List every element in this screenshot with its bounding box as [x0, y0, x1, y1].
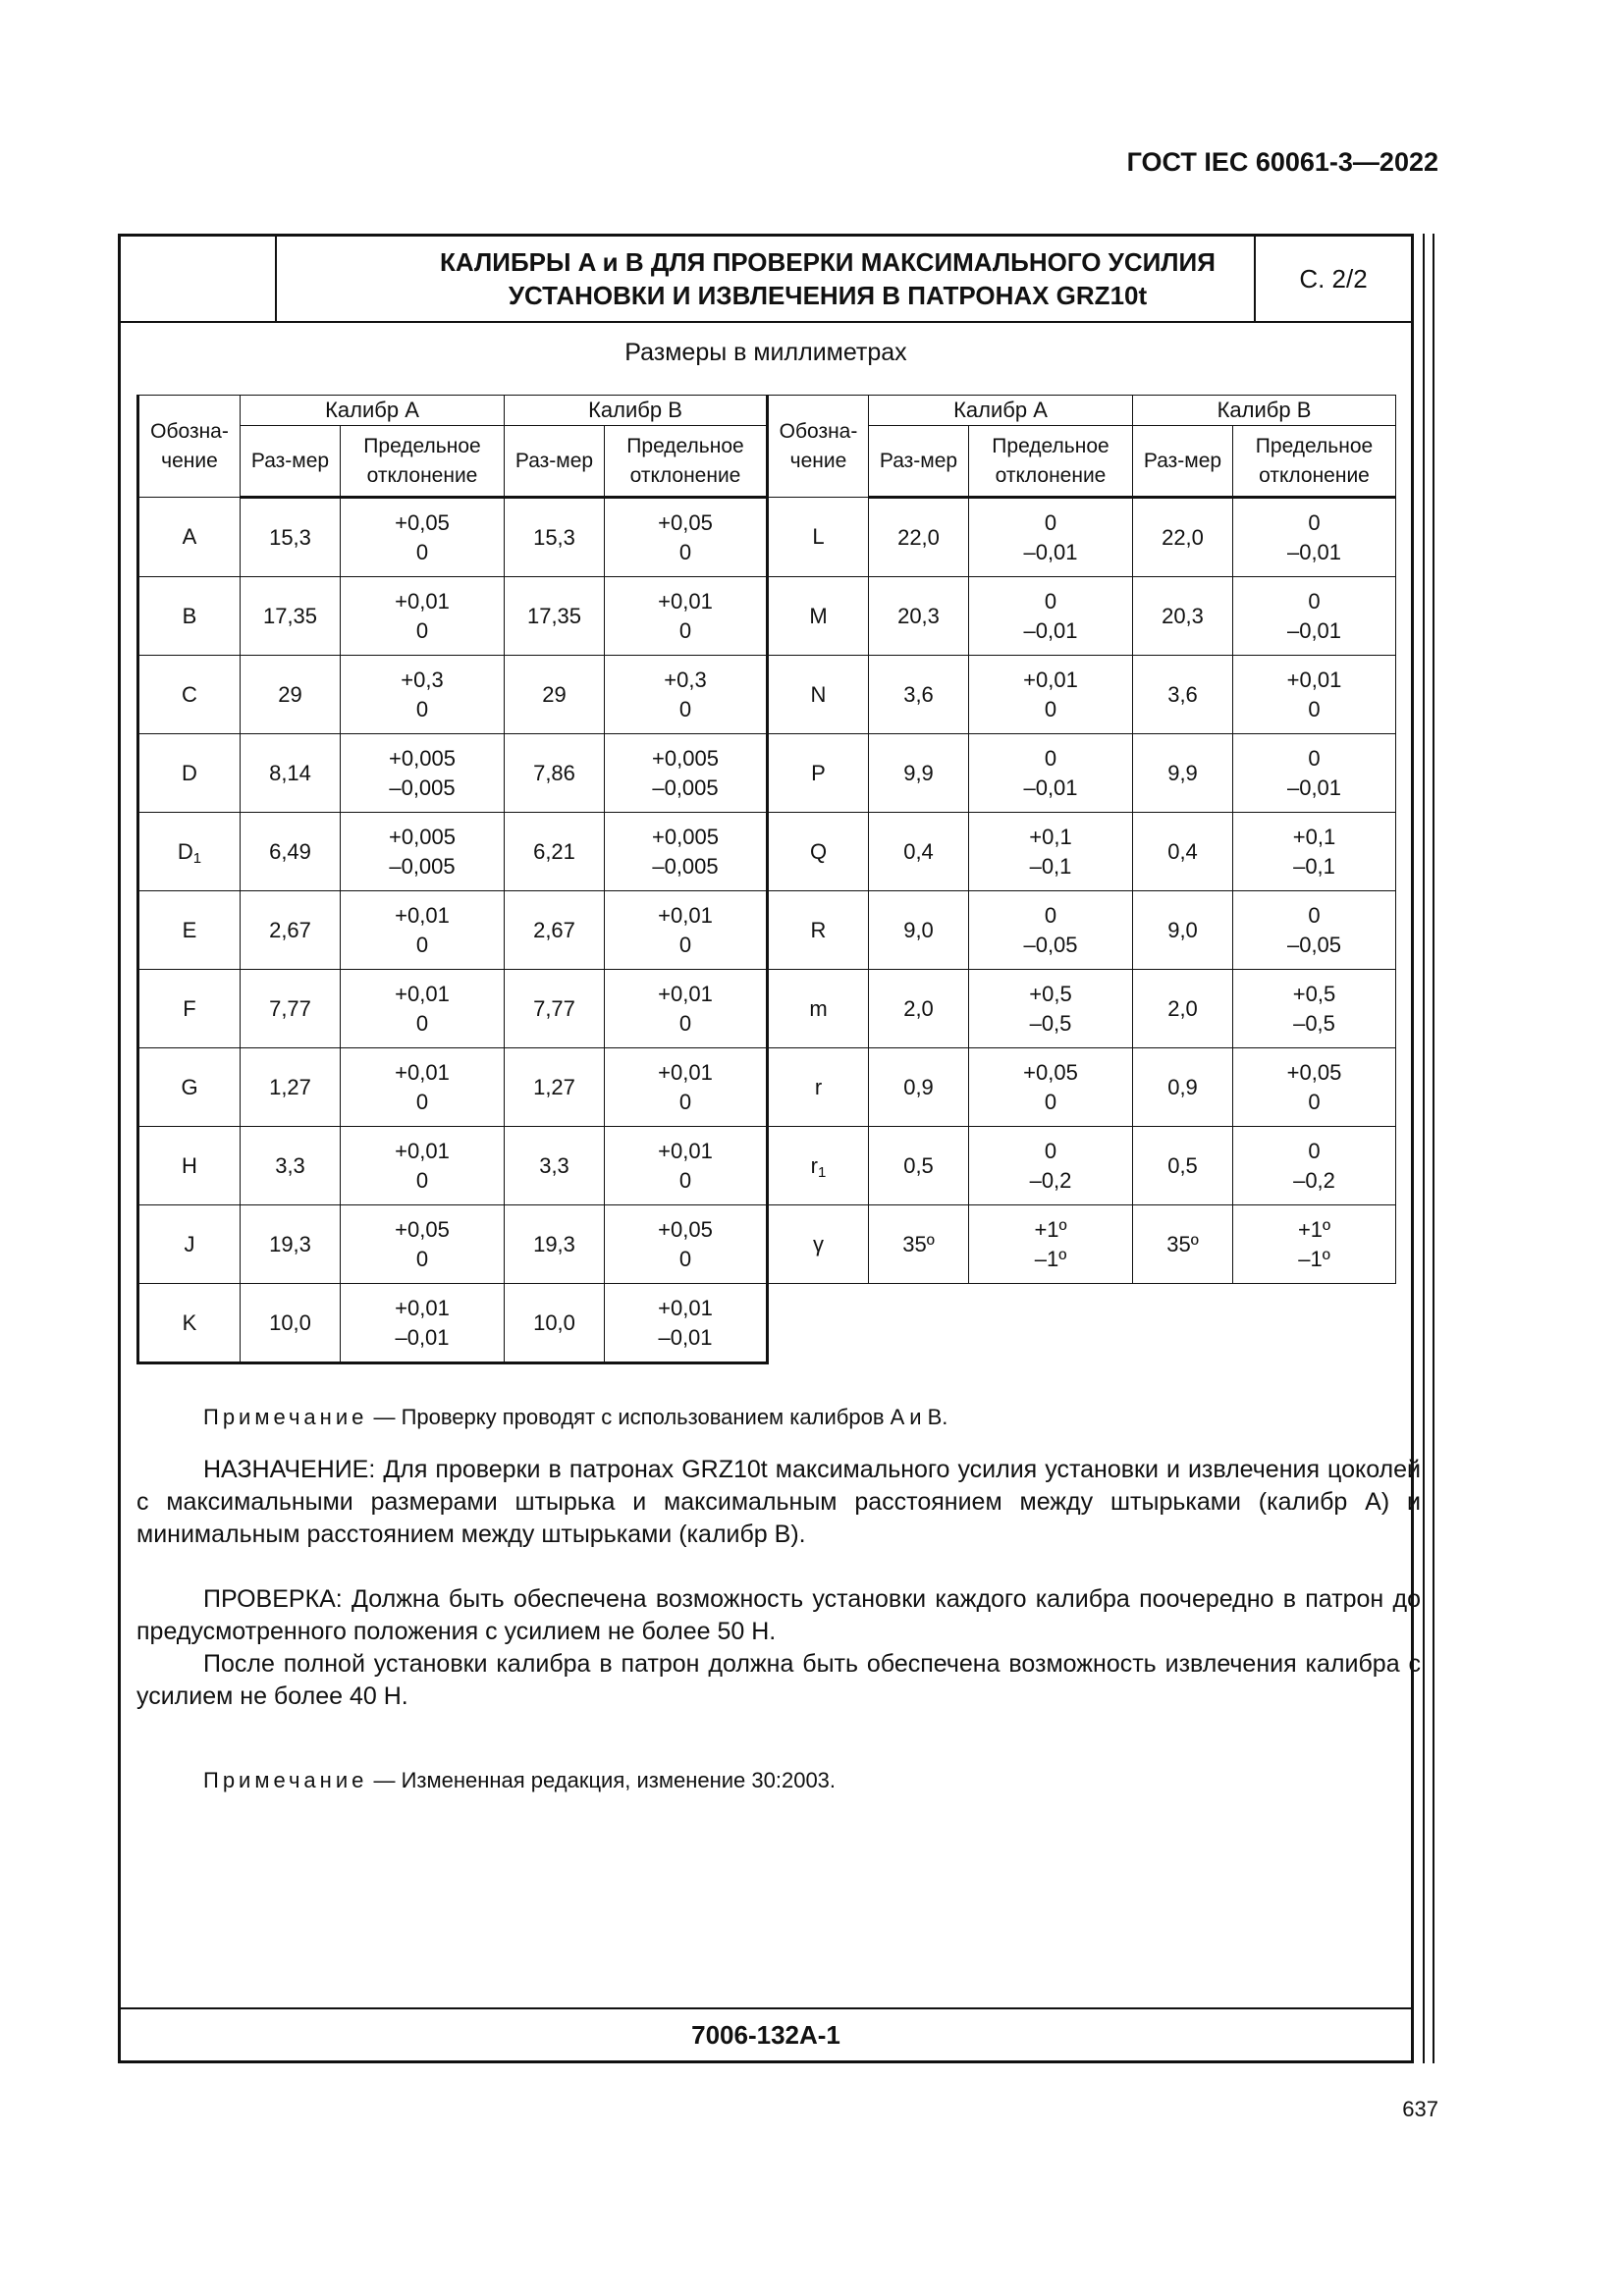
size-cell: 7,77 [241, 970, 341, 1048]
designation-cell [138, 813, 241, 891]
size-cell: 15,3 [241, 498, 341, 577]
sheet-title [277, 237, 1379, 321]
designation-cell [138, 577, 241, 656]
title-line-2: УСТАНОВКИ И ИЗВЛЕЧЕНИЯ В ПАТРОНАХ GRZ10t [508, 281, 1148, 310]
size-cell: 15,3 [505, 498, 605, 577]
deviation-lower: 0 [678, 1167, 692, 1193]
deviation-upper: +0,005 [389, 745, 456, 771]
size-cell: 22,0 [869, 498, 969, 577]
deviation-cell [341, 970, 505, 1048]
deviation-cell [341, 1284, 505, 1363]
deviation-lower: 0 [678, 1246, 692, 1271]
designation-text: B [182, 603, 197, 628]
deviation-cell [969, 813, 1133, 891]
amendment-note [203, 1768, 836, 1793]
header-size: Раз-мер [1133, 426, 1233, 498]
designation-text: A [182, 524, 197, 549]
deviation-lower: –0,1 [1293, 853, 1335, 879]
table-row [138, 734, 1396, 813]
deviation-cell [1233, 498, 1396, 577]
deviation-upper: +0,05 [658, 509, 713, 535]
deviation-lower: 0 [1044, 696, 1057, 721]
designation-text: r [810, 1152, 818, 1178]
deviation-lower: 0 [678, 617, 692, 643]
designation-text: Q [809, 838, 828, 864]
designation-cell [138, 1048, 241, 1127]
size-cell: 3,6 [869, 656, 969, 734]
deviation-cell [605, 1127, 768, 1205]
designation-text: M [809, 603, 828, 628]
table-row [138, 1205, 1396, 1284]
deviation-cell [1233, 813, 1396, 891]
deviation-cell [1233, 577, 1396, 656]
designation-cell [138, 734, 241, 813]
deviation-upper: +0,5 [1292, 981, 1336, 1006]
header-size: Раз-мер [869, 426, 969, 498]
deviation-upper: +0,01 [395, 1138, 450, 1163]
designation-cell [768, 734, 869, 813]
designation-text: r [814, 1074, 823, 1099]
deviation-upper: +0,01 [658, 588, 713, 614]
deviation-upper: +0,01 [395, 588, 450, 614]
table-row [138, 1284, 1396, 1363]
designation-text: G [181, 1074, 198, 1099]
deviation-lower: –0,01 [658, 1324, 713, 1350]
dimensions-table [136, 395, 1396, 1364]
deviation-upper: 0 [1308, 588, 1321, 614]
deviation-upper: +0,005 [652, 745, 719, 771]
deviation-cell [1233, 1048, 1396, 1127]
designation-text: R [810, 917, 827, 942]
size-cell: 0,4 [869, 813, 969, 891]
designation-subscript: 1 [192, 849, 202, 867]
deviation-upper: +0,01 [395, 981, 450, 1006]
deviation-lower: –0,01 [1286, 774, 1342, 800]
deviation-cell [969, 1127, 1133, 1205]
deviation-upper: +1º [1034, 1216, 1067, 1242]
deviation-lower: –0,01 [1286, 617, 1342, 643]
deviation-upper: 0 [1044, 745, 1057, 771]
deviation-lower: –0,01 [1286, 539, 1342, 564]
deviation-lower: –0,05 [1286, 932, 1342, 957]
deviation-lower: 0 [415, 1089, 429, 1114]
deviation-lower: –0,01 [1023, 539, 1078, 564]
size-cell: 19,3 [505, 1205, 605, 1284]
size-cell: 7,86 [505, 734, 605, 813]
designation-text: J [184, 1231, 195, 1256]
deviation-upper: +0,5 [1029, 981, 1072, 1006]
deviation-cell [969, 970, 1133, 1048]
deviation-upper: 0 [1044, 509, 1057, 535]
designation-text: D [177, 838, 193, 864]
size-cell: 10,0 [505, 1284, 605, 1363]
deviation-lower: –0,01 [1023, 774, 1078, 800]
deviation-cell [341, 656, 505, 734]
deviation-cell [1233, 734, 1396, 813]
deviation-lower: –0,2 [1293, 1167, 1335, 1193]
deviation-upper: +0,05 [395, 1216, 450, 1242]
designation-cell [768, 813, 869, 891]
deviation-upper: +0,05 [395, 509, 450, 535]
deviation-upper: 0 [1308, 902, 1321, 928]
deviation-upper: +0,01 [658, 1295, 713, 1320]
deviation-upper: +0,005 [389, 824, 456, 849]
deviation-cell [605, 656, 768, 734]
deviation-cell [1233, 970, 1396, 1048]
deviation-cell [1233, 891, 1396, 970]
deviation-upper: 0 [1308, 509, 1321, 535]
designation-cell [768, 656, 869, 734]
note-text: — Проверку проводят с использованием калибров A и B. [367, 1405, 948, 1429]
size-cell: 8,14 [241, 734, 341, 813]
designation-text: C [182, 681, 197, 707]
deviation-lower: 0 [415, 1246, 429, 1271]
size-cell: 0,4 [1133, 813, 1233, 891]
deviation-cell [605, 734, 768, 813]
deviation-lower: –0,1 [1029, 853, 1072, 879]
note-label: Примечание [203, 1405, 368, 1429]
frame-double-line [1421, 234, 1438, 2063]
check-text-2: После полной установки калибра в патрон должна быть обеспечена возможность извлечения калибра с усилием не более 40 Н. [136, 1650, 1421, 1710]
deviation-lower: 0 [415, 539, 429, 564]
deviation-cell [1233, 656, 1396, 734]
sheet-frame [118, 234, 1421, 2063]
size-cell: 6,49 [241, 813, 341, 891]
size-cell: 29 [505, 656, 605, 734]
designation-cell [138, 891, 241, 970]
designation-cell [138, 656, 241, 734]
designation-cell [138, 970, 241, 1048]
designation-cell [138, 1205, 241, 1284]
deviation-lower: –0,005 [652, 853, 719, 879]
note-text: — Измененная редакция, изменение 30:2003. [367, 1768, 837, 1792]
size-cell: 19,3 [241, 1205, 341, 1284]
designation-text: H [182, 1152, 197, 1178]
size-cell: 6,21 [505, 813, 605, 891]
designation-cell [138, 498, 241, 577]
size-cell: 20,3 [869, 577, 969, 656]
designation-text: γ [813, 1231, 824, 1256]
size-cell: 2,67 [505, 891, 605, 970]
designation-text: D [182, 760, 197, 785]
deviation-lower: –0,005 [652, 774, 719, 800]
deviation-cell [1233, 1127, 1396, 1205]
deviation-cell [341, 1048, 505, 1127]
deviation-cell [605, 1205, 768, 1284]
size-cell: 9,0 [869, 891, 969, 970]
size-cell: 2,0 [869, 970, 969, 1048]
deviation-lower: 0 [415, 696, 429, 721]
deviation-lower: –1º [1034, 1246, 1067, 1271]
deviation-cell [341, 734, 505, 813]
deviation-upper: +0,05 [1023, 1059, 1078, 1085]
header-deviation: Предельное отклонение [605, 426, 768, 498]
deviation-upper: +0,01 [658, 1138, 713, 1163]
deviation-lower: 0 [1308, 696, 1321, 721]
deviation-cell [1233, 1205, 1396, 1284]
size-cell: 3,6 [1133, 656, 1233, 734]
deviation-upper: +0,3 [664, 667, 707, 692]
designation-cell [768, 1048, 869, 1127]
designation-subscript: 1 [817, 1163, 827, 1181]
table-row [138, 577, 1396, 656]
deviation-cell [969, 891, 1133, 970]
deviation-lower: 0 [678, 932, 692, 957]
document-code: ГОСТ IEC 60061-3—2022 [1126, 147, 1438, 177]
designation-cell [768, 1127, 869, 1205]
table-row [138, 813, 1396, 891]
deviation-lower: –0,005 [389, 853, 456, 879]
deviation-upper: +0,05 [658, 1216, 713, 1242]
deviation-lower: 0 [678, 1010, 692, 1036]
size-cell: 2,0 [1133, 970, 1233, 1048]
deviation-lower: 0 [678, 696, 692, 721]
deviation-cell [969, 1048, 1133, 1127]
table-row [138, 656, 1396, 734]
size-cell: 9,9 [869, 734, 969, 813]
deviation-cell [969, 734, 1133, 813]
deviation-upper: 0 [1308, 1138, 1321, 1163]
deviation-upper: 0 [1044, 588, 1057, 614]
header-size: Раз-мер [241, 426, 341, 498]
header-deviation: Предельное отклонение [969, 426, 1133, 498]
deviation-cell [341, 577, 505, 656]
deviation-lower: 0 [415, 1167, 429, 1193]
designation-cell [768, 1205, 869, 1284]
designation-text: P [811, 760, 826, 785]
empty-cell [768, 1284, 1396, 1363]
deviation-lower: –0,01 [395, 1324, 450, 1350]
deviation-lower: 0 [1308, 1089, 1321, 1114]
size-cell: 7,77 [505, 970, 605, 1048]
size-cell: 20,3 [1133, 577, 1233, 656]
designation-text: K [182, 1309, 197, 1335]
sheet-page-indicator: С. 2/2 [1254, 237, 1411, 321]
purpose-paragraph [136, 1454, 1421, 1551]
deviation-upper: +0,01 [658, 981, 713, 1006]
deviation-upper: +1º [1297, 1216, 1331, 1242]
designation-text: m [809, 995, 828, 1021]
size-cell: 3,3 [505, 1127, 605, 1205]
deviation-cell [605, 891, 768, 970]
size-cell: 10,0 [241, 1284, 341, 1363]
designation-cell [768, 577, 869, 656]
deviation-lower: 0 [1044, 1089, 1057, 1114]
deviation-lower: –0,01 [1023, 617, 1078, 643]
deviation-upper: +0,05 [1286, 1059, 1342, 1085]
size-cell: 29 [241, 656, 341, 734]
header-blank-cell [121, 237, 277, 321]
deviation-upper: +0,01 [658, 1059, 713, 1085]
table-row [138, 498, 1396, 577]
check-paragraph [136, 1583, 1421, 1713]
header-gauge-a-left: Калибр A [241, 396, 505, 426]
units-caption: Размеры в миллиметрах [624, 339, 907, 366]
deviation-upper: +0,1 [1029, 824, 1072, 849]
designation-cell [768, 970, 869, 1048]
designation-text: F [183, 995, 196, 1021]
deviation-upper: +0,01 [395, 1295, 450, 1320]
size-cell: 2,67 [241, 891, 341, 970]
check-text-1: ПРОВЕРКА: Должна быть обеспечена возможность установки каждого калибра поочередно в патрон до предусмотренного положения с усилием не более 50 Н. [136, 1585, 1421, 1645]
designation-text: E [182, 917, 197, 942]
deviation-cell [605, 498, 768, 577]
size-cell: 3,3 [241, 1127, 341, 1205]
deviation-lower: –0,2 [1029, 1167, 1072, 1193]
purpose-text: НАЗНАЧЕНИЕ: Для проверки в патронах GRZ10t максимального усилия установки и извлечения цоколей с максимальными размерами штырька и максимальным расстоянием между штырьками (калибр A) и минимальным расстоянием между штырьками (калибр B). [136, 1456, 1421, 1548]
deviation-upper: +0,01 [395, 902, 450, 928]
designation-cell [138, 1127, 241, 1205]
table-row [138, 1127, 1396, 1205]
size-cell: 17,35 [505, 577, 605, 656]
header-deviation: Предельное отклонение [341, 426, 505, 498]
size-cell: 1,27 [241, 1048, 341, 1127]
deviation-lower: 0 [415, 1010, 429, 1036]
deviation-cell [341, 1127, 505, 1205]
deviation-lower: 0 [415, 932, 429, 957]
deviation-cell [605, 1284, 768, 1363]
header-gauge-b-right: Калибр B [1133, 396, 1396, 426]
deviation-upper: 0 [1308, 745, 1321, 771]
designation-cell [768, 498, 869, 577]
size-cell: 35º [1133, 1205, 1233, 1284]
table-note [203, 1405, 947, 1430]
header-designation-left: Обозна-чение [138, 396, 241, 498]
header-gauge-b-left: Калибр B [505, 396, 768, 426]
size-cell: 0,5 [869, 1127, 969, 1205]
sheet-footer-code: 7006-132A-1 [121, 2007, 1411, 2060]
note-label: Примечание [203, 1768, 368, 1792]
size-cell: 0,9 [869, 1048, 969, 1127]
size-cell: 9,9 [1133, 734, 1233, 813]
size-cell: 0,5 [1133, 1127, 1233, 1205]
size-cell: 22,0 [1133, 498, 1233, 577]
deviation-lower: –0,005 [389, 774, 456, 800]
deviation-upper: 0 [1044, 1138, 1057, 1163]
deviation-cell [969, 656, 1133, 734]
designation-cell [138, 1284, 241, 1363]
deviation-cell [605, 970, 768, 1048]
deviation-lower: 0 [678, 1089, 692, 1114]
header-deviation: Предельное отклонение [1233, 426, 1396, 498]
size-cell: 0,9 [1133, 1048, 1233, 1127]
designation-cell [768, 891, 869, 970]
deviation-upper: +0,01 [395, 1059, 450, 1085]
deviation-cell [605, 1048, 768, 1127]
table-row [138, 1048, 1396, 1127]
size-cell: 1,27 [505, 1048, 605, 1127]
deviation-cell [341, 813, 505, 891]
deviation-lower: –0,5 [1029, 1010, 1072, 1036]
designation-text: L [812, 524, 825, 549]
deviation-lower: 0 [415, 617, 429, 643]
deviation-cell [341, 1205, 505, 1284]
size-cell: 17,35 [241, 577, 341, 656]
deviation-upper: 0 [1044, 902, 1057, 928]
deviation-lower: –1º [1298, 1246, 1330, 1271]
deviation-upper: +0,005 [652, 824, 719, 849]
deviation-cell [969, 577, 1133, 656]
table-row [138, 970, 1396, 1048]
deviation-upper: +0,01 [1023, 667, 1078, 692]
deviation-cell [969, 498, 1133, 577]
table-row [138, 891, 1396, 970]
title-line-1: КАЛИБРЫ A и B ДЛЯ ПРОВЕРКИ МАКСИМАЛЬНОГО УСИЛИЯ [440, 247, 1216, 277]
deviation-cell [605, 577, 768, 656]
deviation-upper: +0,01 [658, 902, 713, 928]
deviation-cell [341, 498, 505, 577]
deviation-cell [969, 1205, 1133, 1284]
page-number: 637 [1402, 2097, 1438, 2121]
designation-text: N [810, 681, 827, 707]
deviation-lower: –0,5 [1293, 1010, 1335, 1036]
sheet-header [121, 237, 1411, 323]
size-cell: 35º [869, 1205, 969, 1284]
deviation-lower: 0 [678, 539, 692, 564]
deviation-cell [605, 813, 768, 891]
header-designation-right: Обозна-чение [768, 396, 869, 498]
deviation-upper: +0,1 [1292, 824, 1336, 849]
header-size: Раз-мер [505, 426, 605, 498]
deviation-upper: +0,01 [1286, 667, 1342, 692]
header-gauge-a-right: Калибр A [869, 396, 1133, 426]
deviation-upper: +0,3 [401, 667, 444, 692]
deviation-lower: –0,05 [1023, 932, 1078, 957]
deviation-cell [341, 891, 505, 970]
size-cell: 9,0 [1133, 891, 1233, 970]
